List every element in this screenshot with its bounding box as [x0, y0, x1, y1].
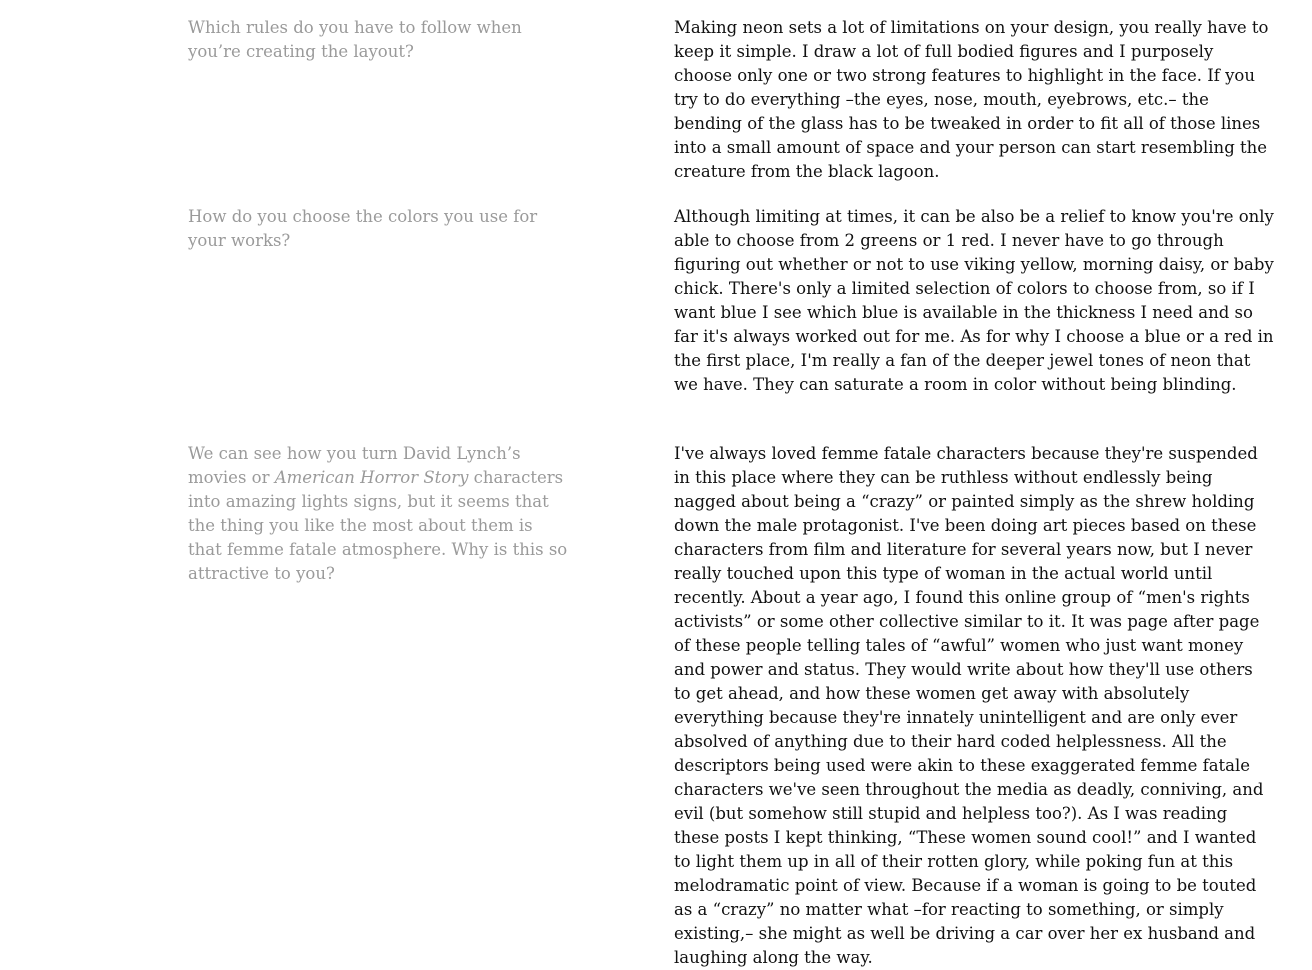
show-title: American Horror Story — [274, 468, 469, 487]
question-text: How do you choose the colors you use for your works? — [188, 207, 538, 250]
interview-question — [188, 16, 570, 64]
interview-answer: Making neon sets a lot of limitations on your design, you really have to keep it simple. I draw a lot of full bodied figures and I purposely choose only one or two strong features to highlight in the face. If you try to do everything –the eyes, nose, mouth, eyebrows, etc.– the bending of the glass has to be tweaked in order to fit all of those lines into a small amount of space and your person can start resembling the creature from the black lagoon. — [674, 18, 1269, 181]
question-text: characters into amazing lights signs, but it seems that the thing you like the most about them is that femme fatale atmosphere. Why is this so attractive to you? — [188, 468, 568, 583]
interview-question — [188, 205, 570, 253]
question-text: We can see how you turn David Lynch’s movies or — [188, 444, 521, 487]
interview-answer: I've always loved femme fatale characters because they're suspended in this place where they can be ruthless without endlessly being nagged about being a “crazy” or painted simply as the shrew holding down the male protagonist. I've been doing art pieces based on these characters from film and literature for several years now, but I never really touched upon this type of woman in the actual world until recently. About a year ago, I found this online group of “men's rights activists” or some other collective similar to it. It was page after page of these people telling tales of “awful” women who just want money and power and status. They would write about how they'll use others to get ahead, and how these women get away with absolutely everything because they're innately unintelligent and are only ever absolved of anything due to their hard coded helplessness. All the descriptors being used were akin to these exaggerated femme fatale characters we've seen throughout the media as deadly, conniving, and evil (but somehow still stupid and helpless too?). As I was reading these posts I kept thinking, “These women sound cool!” and I wanted to light them up in all of their rotten glory, while poking fun at this melodramatic point of view. Because if a woman is going to be touted as a “crazy” no matter what –for reacting to something, or simply existing,– she might as well be driving a car over her ex husband and laughing along the way. — [674, 444, 1264, 967]
interview-question — [188, 442, 570, 586]
question-text: Which rules do you have to follow when you’re creating the layout? — [188, 18, 522, 61]
interview-answer: Although limiting at times, it can be also be a relief to know you're only able to choose from 2 greens or 1 red. I never have to go through figuring out whether or not to use viking yellow, morning daisy, or baby chick. There's only a limited selection of colors to choose from, so if I want blue I see which blue is available in the thickness I need and so far it's always worked out for me. As for why I choose a blue or a red in the first place, I'm really a fan of the deeper jewel tones of neon that we have. They can saturate a room in color without being blinding. — [674, 207, 1274, 394]
